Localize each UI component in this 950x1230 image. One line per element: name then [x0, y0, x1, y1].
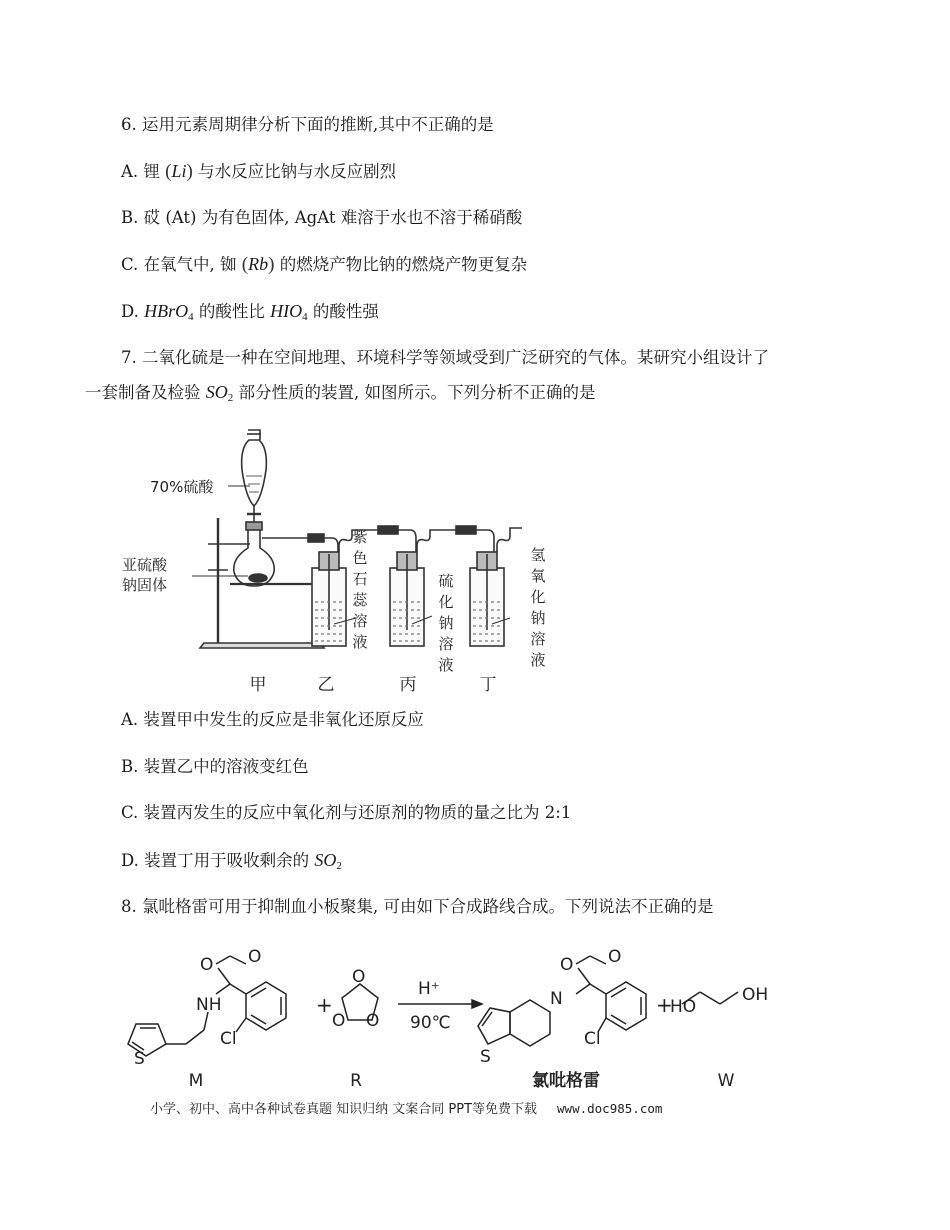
w-formula-ho: HO: [670, 997, 697, 1017]
compound-label-r: R: [350, 1071, 362, 1090]
q6-option-c: C. 在氧气中, 铷 (Rb) 的燃烧产物比钠的燃烧产物更复杂: [121, 254, 528, 275]
label-na2s-char: 化: [438, 593, 454, 611]
w-formula-oh: OH: [742, 985, 769, 1005]
apparatus-yi: 乙: [317, 675, 335, 695]
question-7-stem-line1: 7. 二氧化硫是一种在空间地理、环境科学等领域受到广泛研究的气体。某研究小组设计了: [121, 348, 769, 367]
atom-cl: Cl: [220, 1029, 237, 1049]
label-litmus-char: 紫: [352, 528, 368, 546]
footer-url[interactable]: www.doc985.com: [557, 1101, 663, 1116]
chem-formula: $SO_2$: [314, 850, 342, 872]
label-na2s-char: 钠: [438, 614, 454, 632]
label-na2s-char: 硫: [438, 572, 454, 590]
plus-sign: +: [656, 993, 673, 1017]
chem-formula: Li: [171, 161, 187, 181]
apparatus-bing: 丙: [399, 675, 417, 695]
condition-temperature: 90℃: [410, 1013, 451, 1033]
chem-formula: Rb: [248, 254, 269, 274]
label-naoh-char: 氢: [530, 546, 546, 564]
chem-formula: $SO_2$: [205, 382, 234, 404]
q6-option-a: A. 锂 (Li) 与水反应比钠与水反应剧烈: [121, 161, 397, 182]
atom-o: O: [200, 955, 214, 975]
label-litmus-char: 溶: [352, 612, 368, 630]
atom-n: N: [550, 989, 563, 1009]
label-naoh-char: 氧: [530, 567, 546, 585]
apparatus-ding: 丁: [479, 675, 497, 695]
label-sodium-sulfite-1: 亚硫酸: [122, 556, 168, 574]
label-naoh-char: 钠: [530, 609, 546, 627]
label-litmus-char: 蕊: [352, 591, 368, 609]
q7-option-c: C. 装置丙发生的反应中氧化剂与还原剂的物质的量之比为 2:1: [121, 803, 572, 822]
compound-label-m: M: [188, 1071, 204, 1090]
ratio-value: 2:1: [544, 803, 572, 822]
atom-o: O: [366, 1011, 380, 1031]
q7-option-a: A. 装置甲中发生的反应是非氧化还原反应: [121, 710, 424, 729]
apparatus-figure: [120, 418, 580, 698]
atom-s: S: [480, 1047, 491, 1067]
apparatus-jia: 甲: [249, 675, 267, 695]
atom-o: O: [332, 1011, 346, 1031]
label-70-sulfuric-acid: 70%硫酸: [150, 478, 214, 496]
atom-s: S: [134, 1049, 145, 1069]
atom-o: O: [560, 955, 574, 975]
q7-option-d: D. 装置丁用于吸收剩余的 $SO_2$: [121, 850, 342, 872]
label-litmus-char: 色: [352, 549, 368, 567]
chem-formula: HBrO$_4$: [144, 301, 194, 323]
atom-cl: Cl: [584, 1029, 601, 1049]
q7-option-b: B. 装置乙中的溶液变红色: [121, 757, 309, 776]
label-naoh-char: 溶: [530, 630, 546, 648]
atom-nh: NH: [196, 995, 222, 1015]
label-sodium-sulfite-2: 钠固体: [122, 576, 168, 594]
label-na2s-char: 液: [438, 656, 454, 674]
synthesis-scheme: [120, 940, 785, 1090]
condition-acid: H⁺: [418, 979, 440, 999]
question-7-stem-line2: 一套制备及检验 $SO_2$ 部分性质的装置, 如图所示。下列分析不正确的是: [85, 382, 596, 404]
question-8-stem: 8. 氯吡格雷可用于抑制血小板聚集, 可由如下合成路线合成。下列说法不正确的是: [121, 897, 714, 916]
label-litmus-char: 液: [352, 633, 368, 651]
atom-o: O: [248, 947, 262, 967]
label-naoh-char: 化: [530, 588, 546, 606]
q6-option-b: B. 砹 (At) 为有色固体, AgAt 难溶于水也不溶于稀硝酸: [121, 208, 523, 227]
chem-formula: $HIO_4$: [270, 301, 308, 323]
compound-label-clopidogrel: 氯吡格雷: [532, 1071, 600, 1090]
label-naoh-char: 液: [530, 651, 546, 669]
compound-label-w: W: [717, 1071, 735, 1090]
atom-o: O: [608, 947, 622, 967]
label-na2s-char: 溶: [438, 635, 454, 653]
question-6-stem: 6. 运用元素周期律分析下面的推断,其中不正确的是: [121, 115, 494, 134]
atom-o: O: [352, 967, 366, 987]
footer-text: 小学、初中、高中各种试卷真题 知识归纳 文案合同 PPT等免费下载: [150, 1102, 538, 1117]
page-footer: [150, 1098, 662, 1117]
plus-sign: +: [316, 993, 333, 1017]
label-litmus-char: 石: [352, 570, 368, 588]
q6-option-d: D. HBrO$_4$ 的酸性比 $HIO_4$ 的酸性强: [121, 301, 379, 323]
